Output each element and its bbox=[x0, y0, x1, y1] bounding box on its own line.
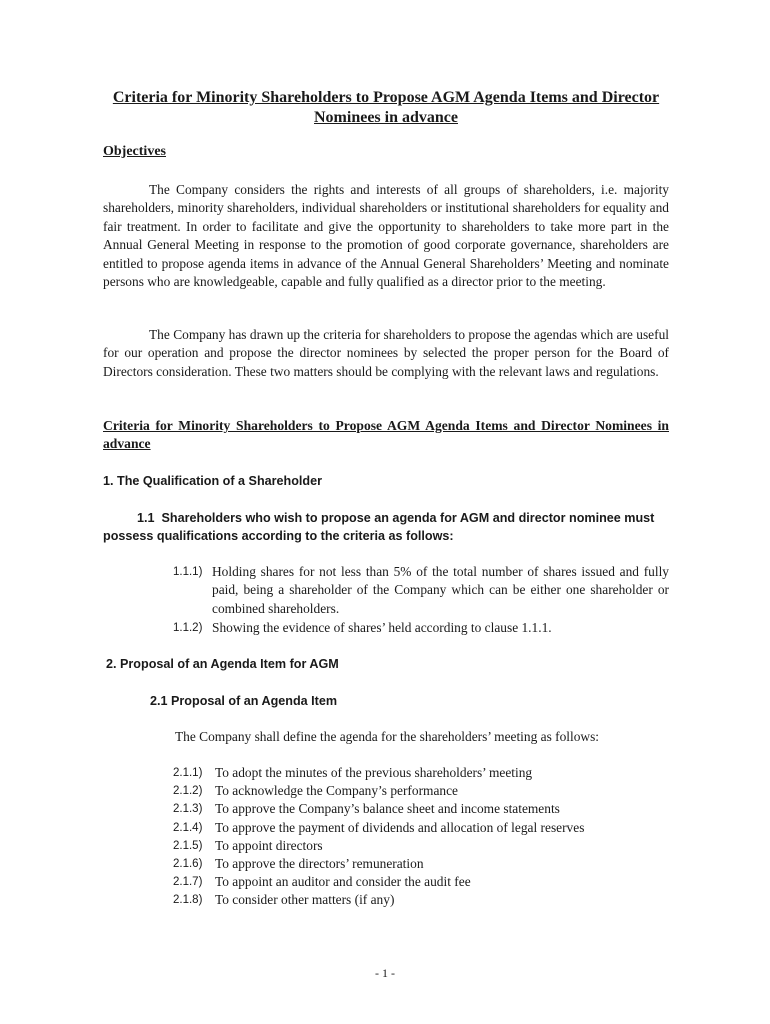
item-text: Holding shares for not less than 5% of the total number of shares issued and fully paid, being a shareholder of the Company which can be either one shareholder or combined shareholders. bbox=[212, 564, 669, 616]
section-2-1-intro: The Company shall define the agenda for the shareholders’ meeting as follows: bbox=[175, 729, 600, 744]
list-item bbox=[173, 837, 669, 855]
list-item-1-1-2 bbox=[173, 619, 669, 637]
criteria-heading: Criteria for Minority Shareholders to Propose AGM Agenda Items and Director Nominees in advance bbox=[103, 418, 669, 452]
item-number: 2.1.5) bbox=[173, 839, 203, 852]
item-text: To approve the payment of dividends and allocation of legal reserves bbox=[215, 819, 585, 835]
list-item bbox=[173, 819, 669, 837]
item-text: To appoint directors bbox=[215, 837, 323, 853]
item-text: To acknowledge the Company’s performance bbox=[215, 783, 458, 799]
item-number: 1.1.1) bbox=[173, 566, 203, 578]
list-item bbox=[173, 782, 669, 800]
list-item-1-1-1 bbox=[173, 563, 669, 618]
item-number: 2.1.8) bbox=[173, 894, 203, 907]
item-number: 2.1.3) bbox=[173, 803, 203, 816]
section-1-heading: 1. The Qualification of a Shareholder bbox=[103, 474, 323, 488]
item-number: 1.1.2) bbox=[173, 622, 203, 634]
item-number: 2.1.6) bbox=[173, 857, 203, 870]
section-2-heading: 2. Proposal of an Agenda Item for AGM bbox=[106, 657, 339, 671]
objectives-paragraph-2: The Company has drawn up the criteria for shareholders to propose the agendas which are useful for our operation and propose the director nominees by selected the proper person for the Board of Directors consideration. These two matters should be complying with the relevant laws and regulations. bbox=[103, 327, 669, 379]
item-text: To approve the directors’ remuneration bbox=[215, 855, 424, 871]
page-number: - 1 - bbox=[375, 966, 395, 980]
list-item bbox=[173, 800, 669, 818]
objectives-heading: Objectives bbox=[103, 144, 166, 159]
section-1-1 bbox=[103, 509, 669, 546]
item-text: To adopt the minutes of the previous shareholders’ meeting bbox=[215, 765, 533, 780]
item-number: 2.1.2) bbox=[173, 785, 203, 798]
section-2-1-heading: 2.1 Proposal of an Agenda Item bbox=[150, 694, 338, 708]
item-number: 2.1.1) bbox=[173, 767, 203, 779]
item-number: 2.1.4) bbox=[173, 821, 203, 834]
section-1-1-number: 1.1 bbox=[137, 511, 155, 525]
list-item bbox=[173, 873, 669, 891]
section-1-1-text: Shareholders who wish to propose an agenda for AGM and director nominee must possess qualifications according to the criteria as follows: bbox=[103, 511, 655, 544]
item-text: To consider other matters (if any) bbox=[215, 892, 395, 908]
list-item bbox=[173, 764, 669, 782]
objectives-paragraph-1: The Company considers the rights and interests of all groups of shareholders, i.e. majority shareholders, minority shareholders, individual shareholders or institutional shareholders for equality and fair treatment. In order to facilitate and give the opportunity to shareholders to take more part in the Annual General Meeting in response to the promotion of good corporate governance, shareholders are entitled to propose agenda items in advance of the Annual General Shareholders’ Meeting and nominate persons who are knowledgeable, capable and fully qualified as a director prior to the meeting. bbox=[103, 182, 669, 290]
item-number: 2.1.7) bbox=[173, 876, 203, 889]
agenda-list bbox=[173, 764, 669, 910]
item-text: To approve the Company’s balance sheet and income statements bbox=[215, 801, 560, 817]
document-title: Criteria for Minority Shareholders to Propose AGM Agenda Items and Director Nominees in advance bbox=[112, 89, 660, 126]
item-text: Showing the evidence of shares’ held according to clause 1.1.1. bbox=[212, 620, 552, 635]
list-item bbox=[173, 855, 669, 873]
list-item bbox=[173, 891, 669, 909]
item-text: To appoint an auditor and consider the audit fee bbox=[215, 874, 471, 890]
